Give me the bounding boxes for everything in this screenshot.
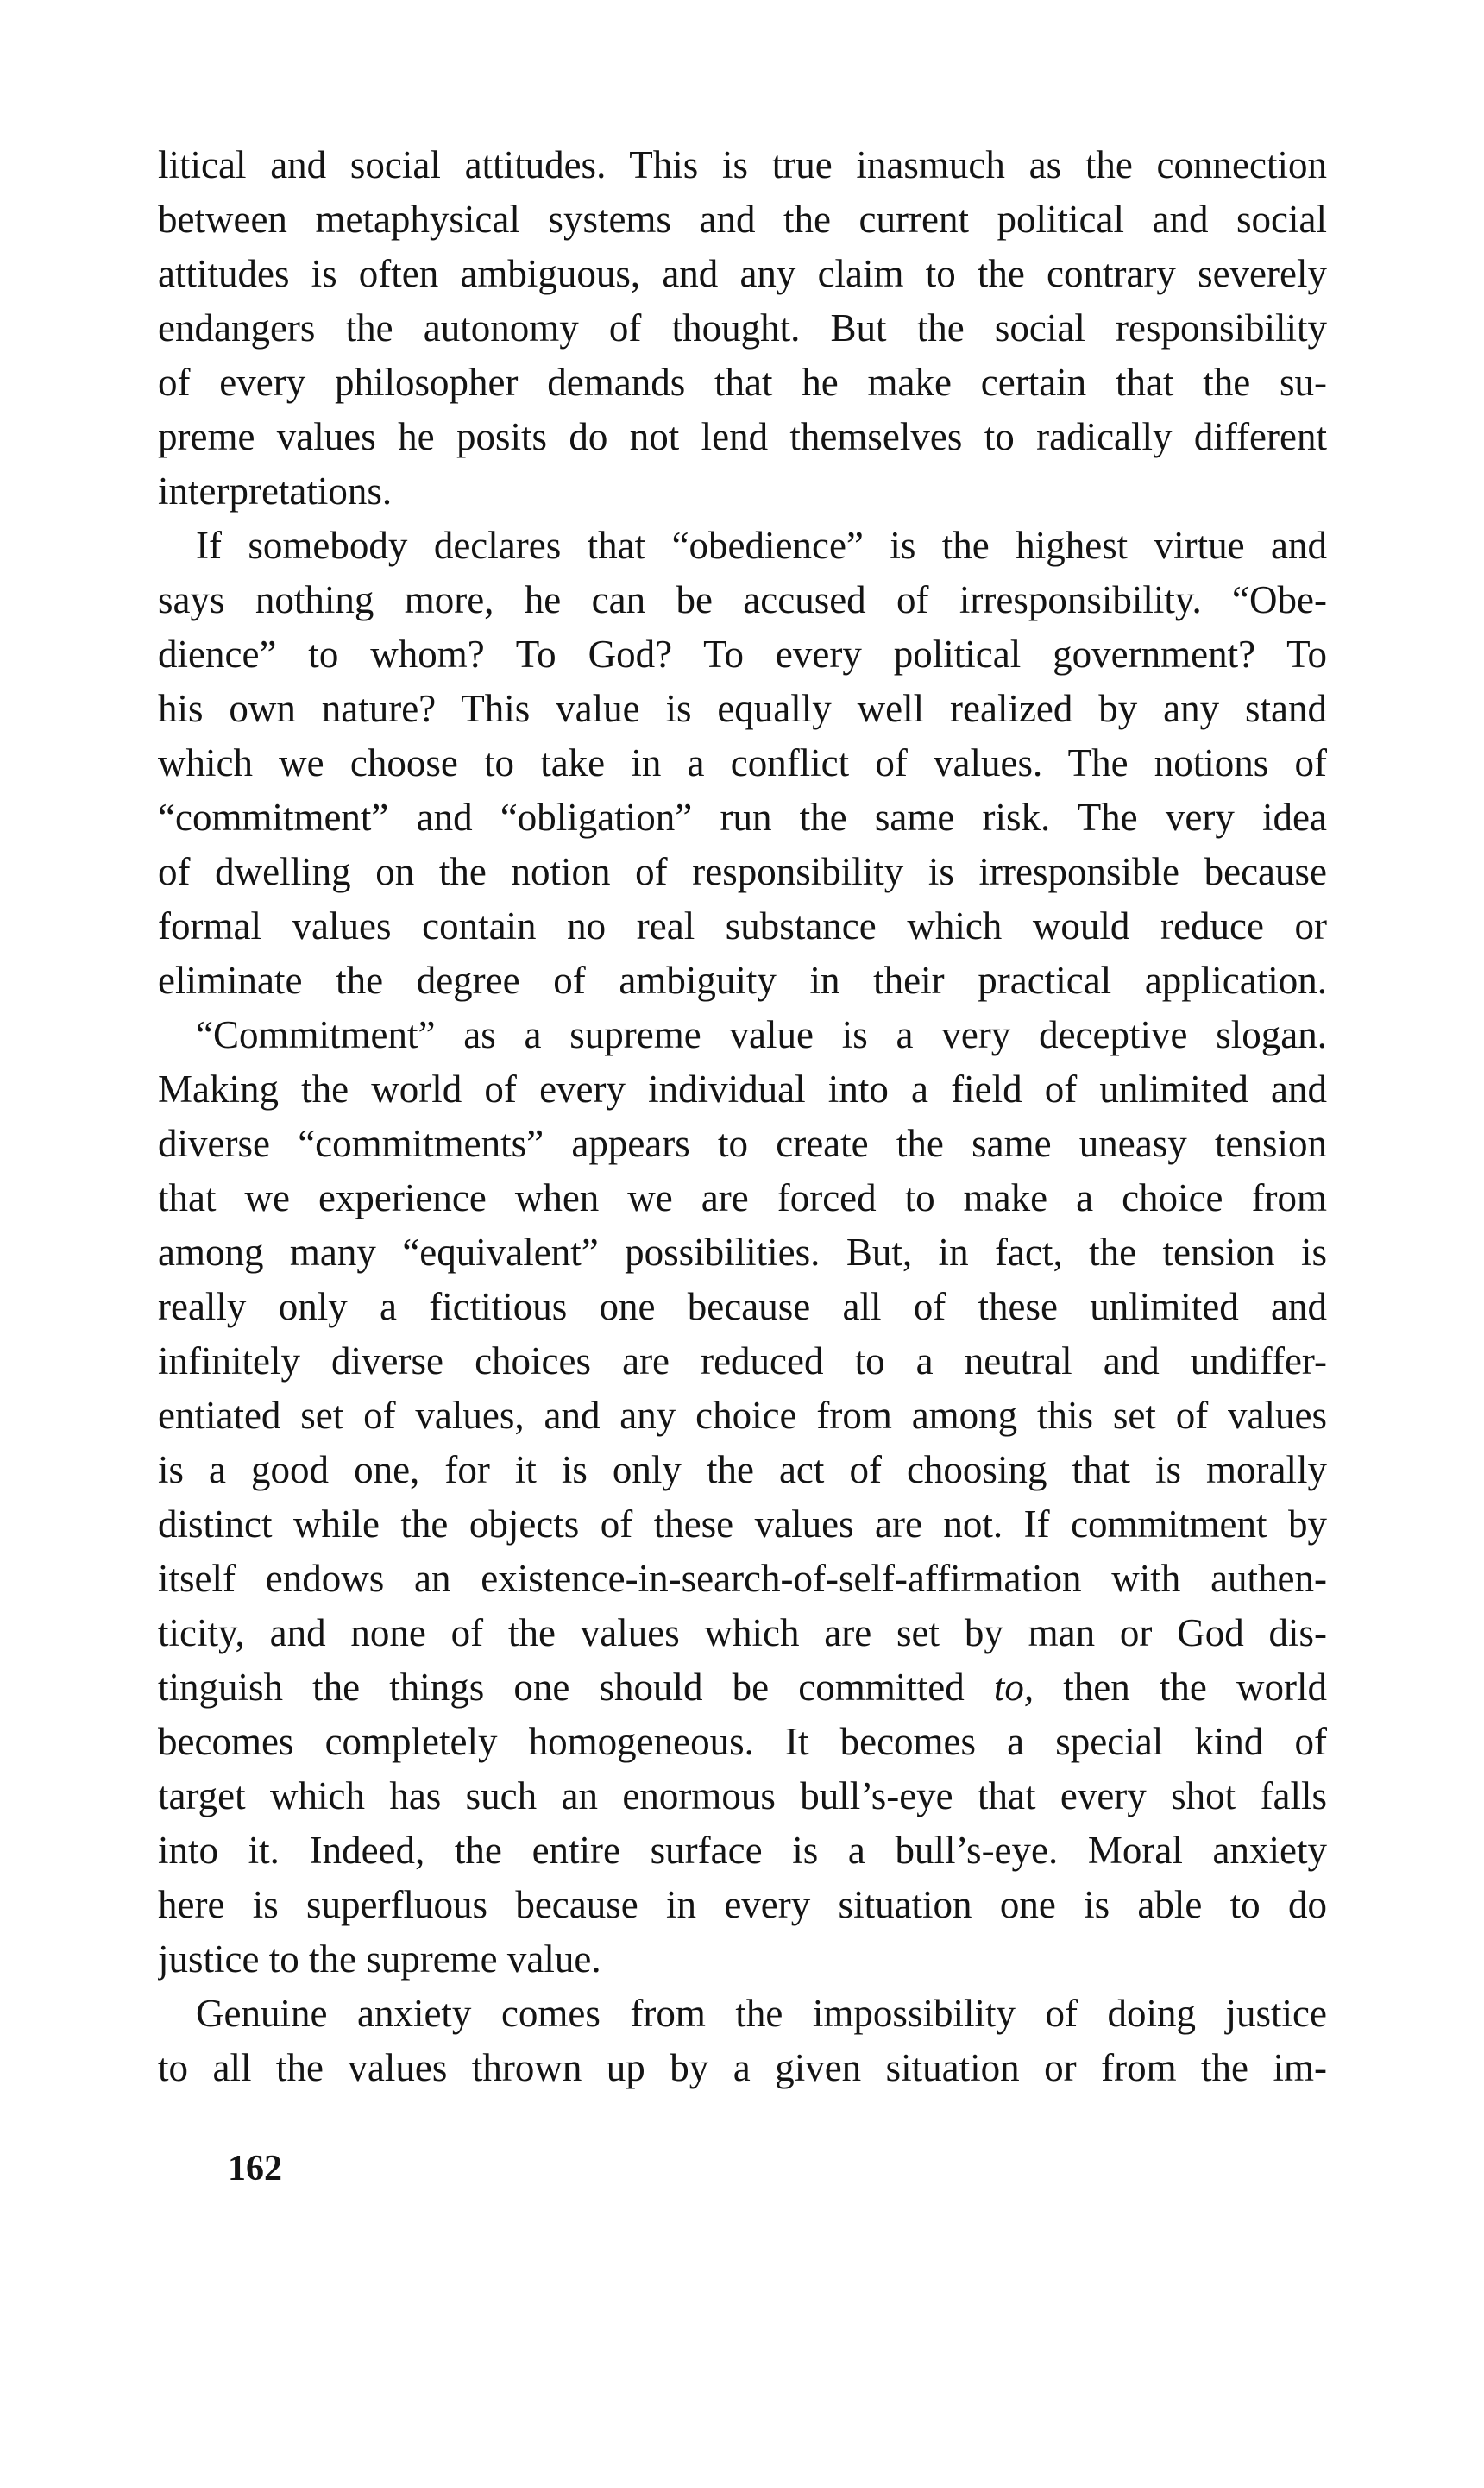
text-line: “commitment” and “obligation” run the same risk. The very idea: [158, 796, 1327, 839]
italic-word: to,: [993, 1666, 1034, 1709]
text-line: endangers the autonomy of thought. But the social responsibility: [158, 306, 1327, 350]
text-line: among many “equivalent” possibilities. But, in fact, the tension is: [158, 1231, 1327, 1274]
text-line: entiated set of values, and any choice from among this set of values: [158, 1394, 1327, 1437]
text-line: interpretations.: [158, 469, 393, 513]
text-line: dience” to whom? To God? To every political government? To: [158, 633, 1327, 676]
text-line: here is superfluous because in every situation one is able to do: [158, 1883, 1327, 1926]
text-line: preme values he posits do not lend themselves to radically different: [158, 415, 1327, 458]
text-line: ticity, and none of the values which are set by man or God dis-: [158, 1611, 1327, 1654]
text-line: diverse “commitments” appears to create the same uneasy tension: [158, 1122, 1327, 1165]
text-line: becomes completely homogeneous. It becomes a special kind of: [158, 1720, 1327, 1763]
text-line: formal values contain no real substance which would reduce or: [158, 904, 1327, 948]
text-line: litical and social attitudes. This is true inasmuch as the connection: [158, 143, 1327, 186]
text-line: really only a fictitious one because all of these unlimited and: [158, 1285, 1327, 1328]
text-line: which we choose to take in a conflict of values. The notions of: [158, 741, 1327, 784]
text-segment: tinguish the things one should be committed: [158, 1666, 965, 1709]
text-line: Making the world of every individual into a field of unlimited and: [158, 1068, 1327, 1111]
text-segment: then the world: [1063, 1666, 1327, 1709]
text-line: his own nature? This value is equally well realized by any stand: [158, 687, 1327, 730]
text-line: to all the values thrown up by a given situation or from the im-: [158, 2046, 1327, 2089]
text-line-with-italic: [158, 1660, 1327, 1715]
paragraph-first-line: “Commitment” as a supreme value is a very deceptive slogan.: [196, 1013, 1327, 1056]
text-line: into it. Indeed, the entire surface is a bull’s-eye. Moral anxiety: [158, 1829, 1327, 1872]
paragraph-first-line: Genuine anxiety comes from the impossibility of doing justice: [196, 1992, 1327, 2035]
text-line: distinct while the objects of these values are not. If commitment by: [158, 1502, 1327, 1546]
text-line: that we experience when we are forced to make a choice from: [158, 1176, 1327, 1219]
body-text: [158, 138, 1327, 2095]
text-line: is a good one, for it is only the act of choosing that is morally: [158, 1448, 1327, 1491]
page-number: 162: [228, 2149, 282, 2189]
text-line: of every philosopher demands that he make certain that the su-: [158, 361, 1327, 404]
text-line: attitudes is often ambiguous, and any claim to the contrary severely: [158, 252, 1327, 295]
text-line: target which has such an enormous bull’s-eye that every shot falls: [158, 1774, 1327, 1817]
text-line: infinitely diverse choices are reduced to a neutral and undiffer-: [158, 1339, 1327, 1383]
text-line: itself endows an existence-in-search-of-self-affirmation with authen-: [158, 1557, 1327, 1600]
text-line: says nothing more, he can be accused of irresponsibility. “Obe-: [158, 578, 1327, 621]
text-line: justice to the supreme value.: [158, 1937, 601, 1981]
text-line: eliminate the degree of ambiguity in their practical application.: [158, 959, 1327, 1002]
paragraph-first-line: If somebody declares that “obedience” is the highest virtue and: [196, 524, 1327, 567]
text-line: of dwelling on the notion of responsibility is irresponsible because: [158, 850, 1327, 893]
text-line: between metaphysical systems and the current political and social: [158, 198, 1327, 241]
